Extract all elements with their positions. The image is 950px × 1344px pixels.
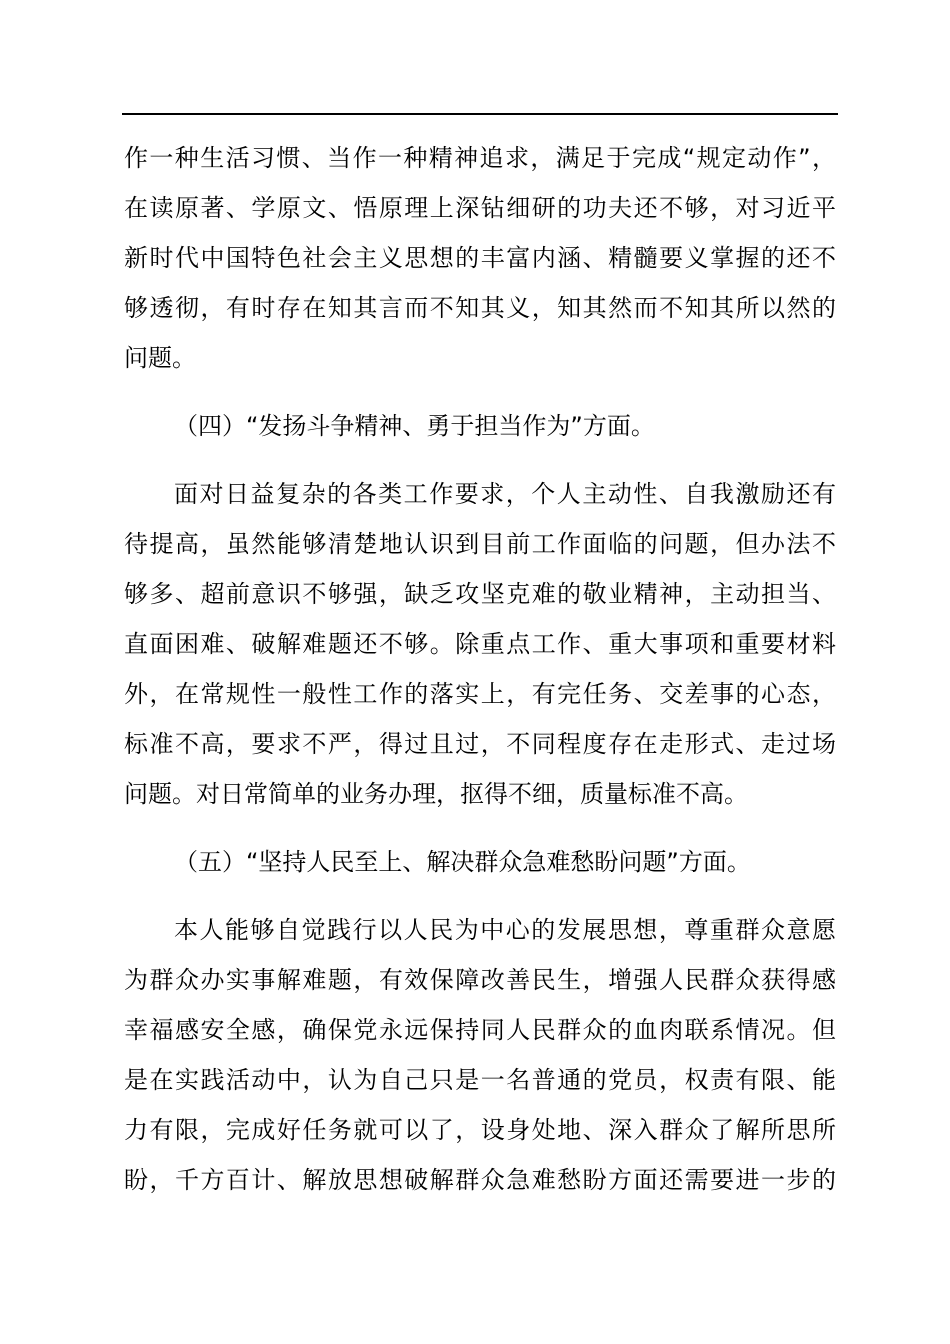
- section-heading-5: （五）“坚持人民至上、解决群众急难愁盼问题”方面。: [174, 848, 751, 876]
- text-line: 外，在常规性一般性工作的落实上，有完任务、交差事的心态，: [124, 680, 836, 708]
- paragraph-4: [124, 469, 836, 819]
- paragraph-continued: [124, 133, 836, 383]
- text-line: 新时代中国特色社会主义思想的丰富内涵、精髓要义掌握的还不: [124, 244, 836, 272]
- text-line: 是在实践活动中，认为自己只是一名普通的党员，权责有限、能: [124, 1066, 836, 1094]
- text-line: 在读原著、学原文、悟原理上深钻细研的功夫还不够，对习近平: [124, 194, 836, 222]
- paragraph-5: [124, 905, 836, 1205]
- section-heading-4: （四）“发扬斗争精神、勇于担当作为”方面。: [174, 412, 655, 440]
- text-line: 够透彻，有时存在知其言而不知其义，知其然而不知其所以然的: [124, 294, 836, 322]
- text-line: 问题。对日常简单的业务办理，抠得不细，质量标准不高。: [124, 780, 748, 808]
- text-line: 待提高，虽然能够清楚地认识到目前工作面临的问题，但办法不: [124, 530, 836, 558]
- text-line: 盼，千方百计、解放思想破解群众急难愁盼方面还需要进一步的: [124, 1166, 836, 1194]
- text-line: 标准不高，要求不严，得过且过，不同程度存在走形式、走过场: [124, 730, 836, 758]
- document-body: [124, 133, 836, 1205]
- text-line: 够多、超前意识不够强，缺乏攻坚克难的敬业精神，主动担当、: [124, 580, 836, 608]
- text-line: 力有限，完成好任务就可以了，设身处地、深入群众了解所思所: [124, 1116, 836, 1144]
- text-line: 作一种生活习惯、当作一种精神追求，满足于完成“规定动作”，: [124, 144, 836, 172]
- text-line: 面对日益复杂的各类工作要求，个人主动性、自我激励还有: [174, 480, 836, 508]
- text-line: 本人能够自觉践行以人民为中心的发展思想，尊重群众意愿: [174, 916, 836, 944]
- text-line: 直面困难、破解难题还不够。除重点工作、重大事项和重要材料: [124, 630, 836, 658]
- text-line: 问题。: [124, 344, 196, 372]
- header-rule: [122, 113, 838, 115]
- text-line: 为群众办实事解难题，有效保障改善民生，增强人民群众获得感: [124, 966, 836, 994]
- text-line: 幸福感安全感，确保党永远保持同人民群众的血肉联系情况。但: [124, 1016, 836, 1044]
